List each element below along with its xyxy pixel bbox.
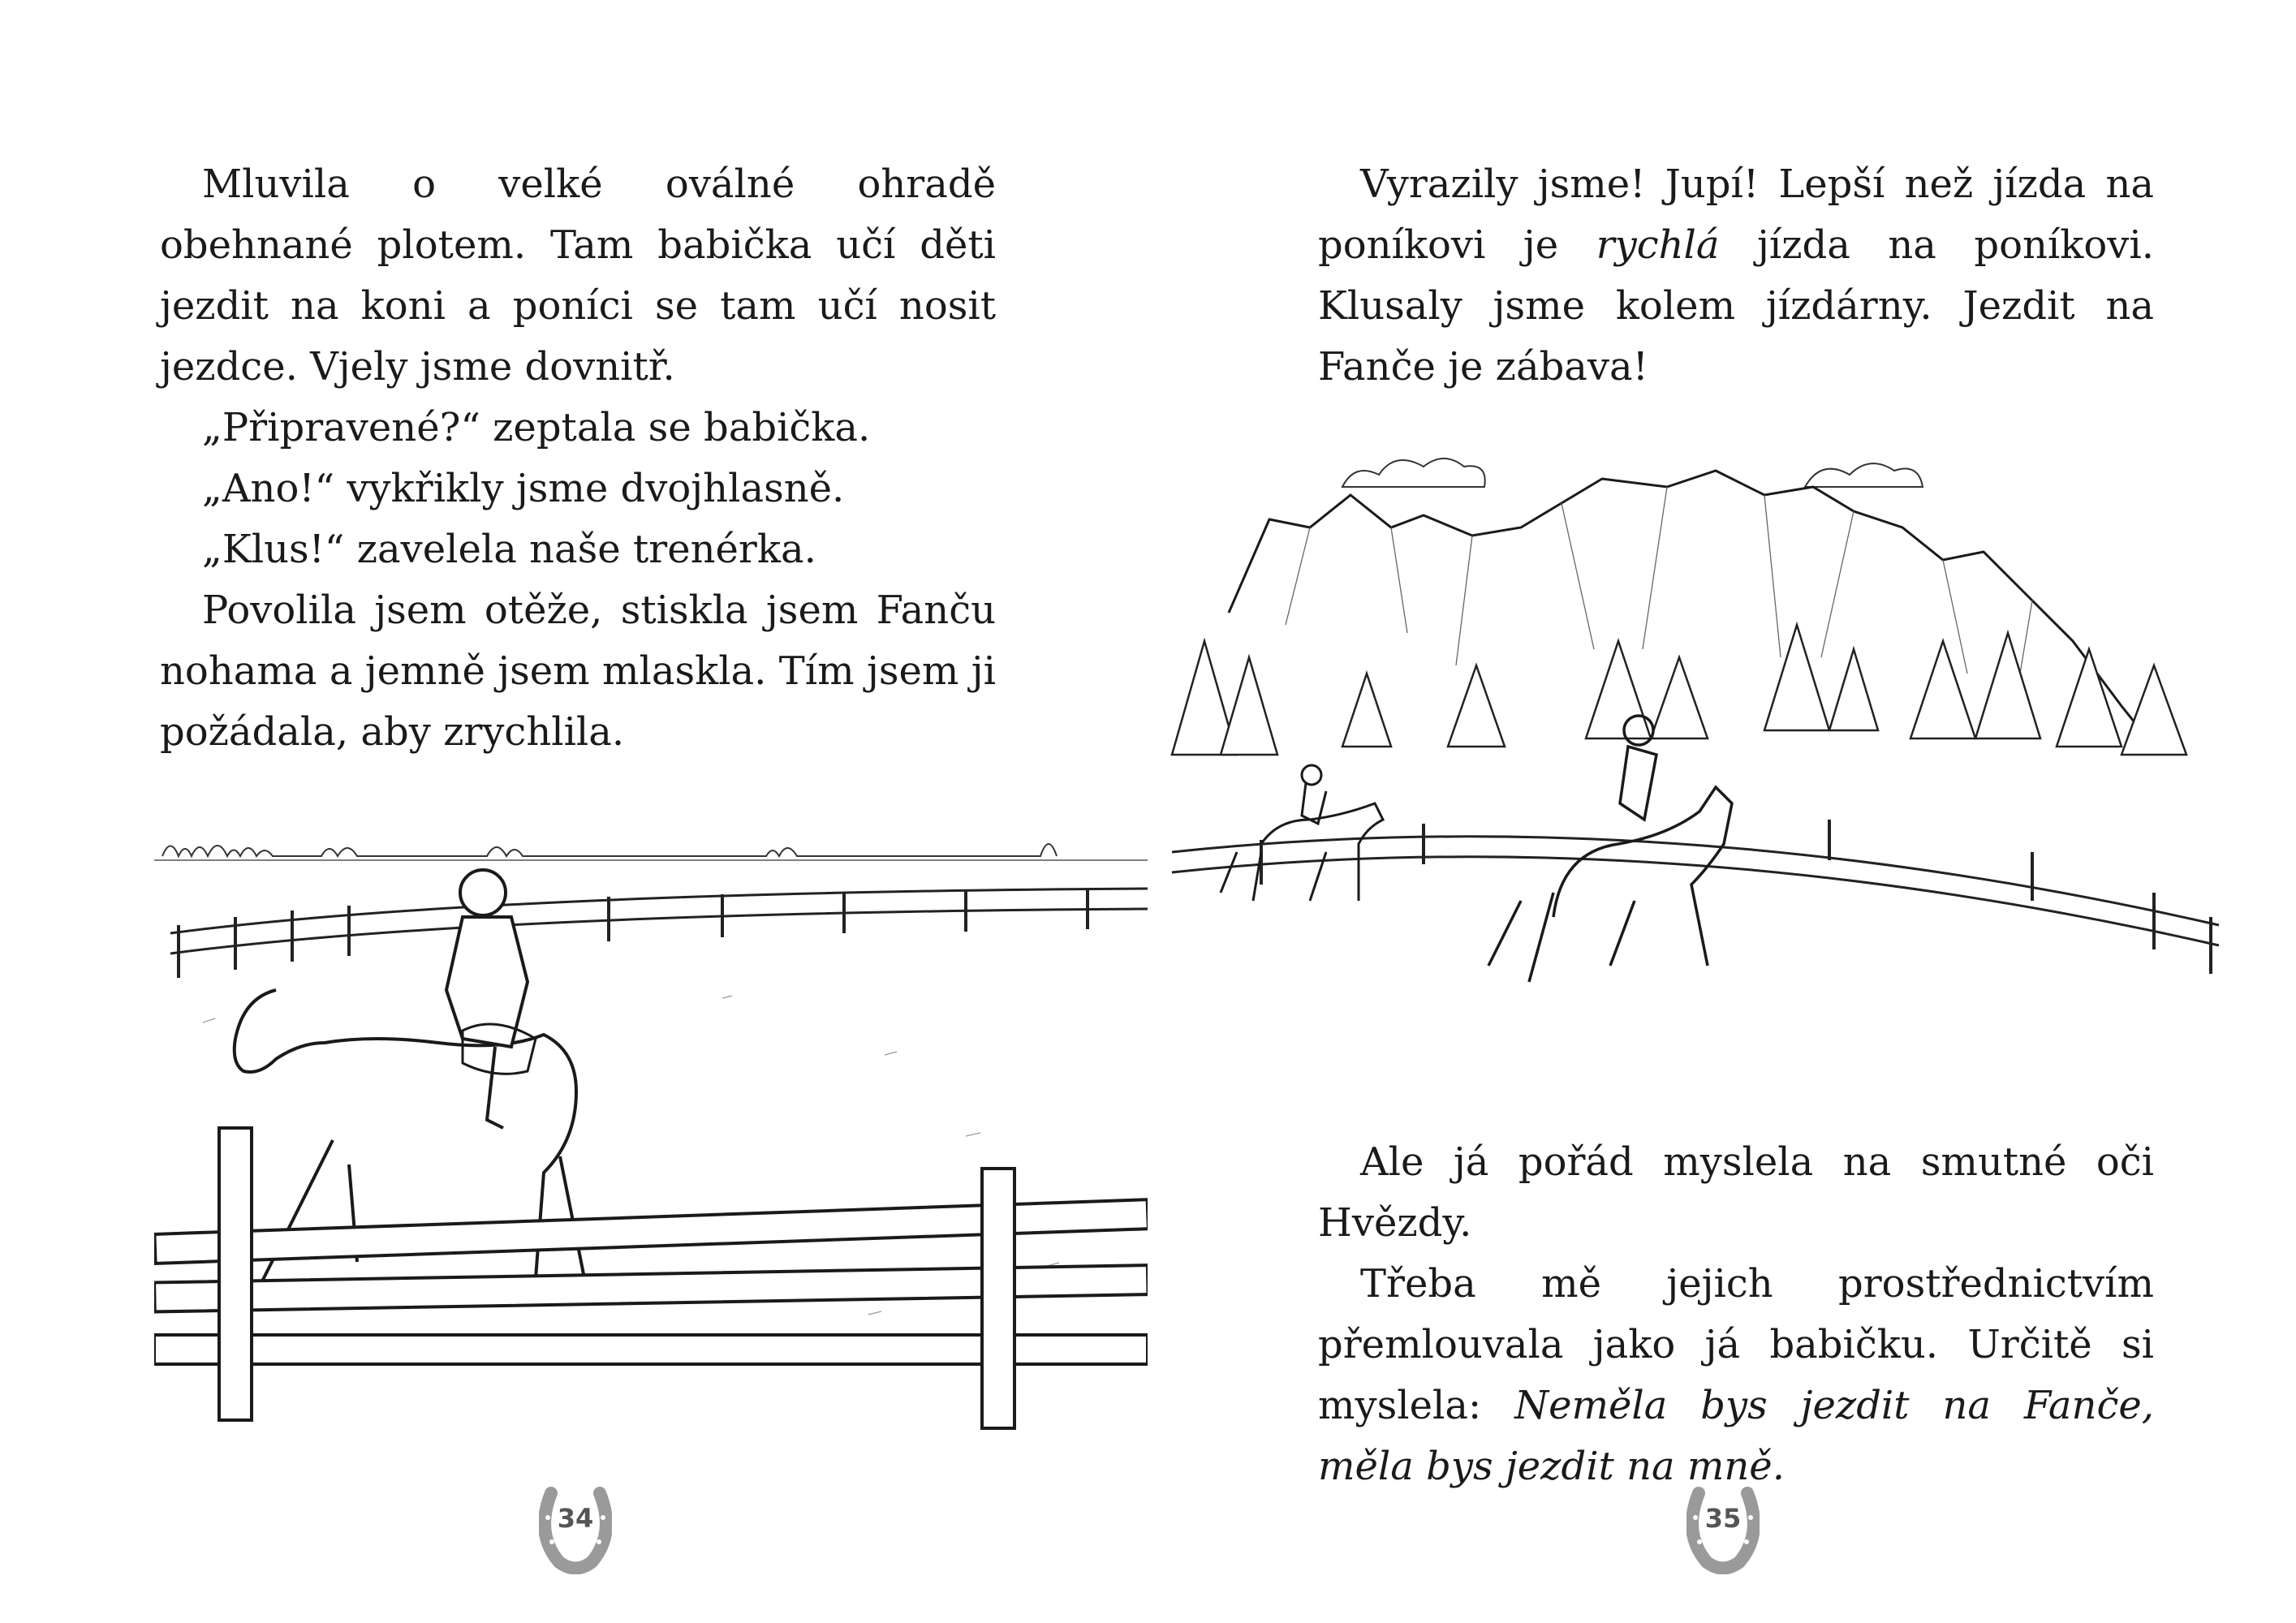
page-number-badge bbox=[539, 1485, 612, 1574]
right-page-top-text bbox=[1318, 154, 2154, 398]
paragraph-text: Třeba mě jejich prostřednictvím přemlouvala jako já babičku. Určitě si myslela: bbox=[1318, 1261, 2154, 1428]
paragraph: Mluvila o velké oválné ohradě obehnané plotem. Tam babička učí děti jezdit na koni a poníci se tam učí nosit jezdce. Vjely jsme dovnitř. bbox=[160, 161, 996, 390]
paragraph: „Klus!“ zavelela naše trenérka. bbox=[202, 527, 816, 572]
right-page bbox=[1148, 0, 2295, 1623]
arena-illustration-left bbox=[154, 812, 1148, 1444]
italic-word: rychlá bbox=[1596, 222, 1720, 268]
left-page-text bbox=[160, 154, 996, 763]
page-number: 35 bbox=[1704, 1503, 1742, 1534]
paragraph: „Připravené?“ zeptala se babička. bbox=[202, 405, 871, 450]
paragraph: „Ano!“ vykřikly jsme dvojhlasně. bbox=[202, 466, 845, 511]
paragraph-text: jízda na poníkovi. Klusaly jsme kolem jízdárny. Jezdit na Fanče je zábava! bbox=[1318, 222, 2154, 390]
italic-thought: Neměla bys jezdit na Fanče, měla bys jezdit na mně. bbox=[1318, 1383, 2155, 1489]
paragraph bbox=[1318, 1254, 2154, 1497]
page-number: 34 bbox=[557, 1503, 594, 1534]
paragraph: Ale já pořád myslela na smutné oči Hvězdy. bbox=[1318, 1139, 2154, 1246]
page-number-badge bbox=[1686, 1485, 1760, 1574]
right-page-bottom-text bbox=[1318, 1132, 2154, 1497]
paragraph-text: Vyrazily jsme! Jupí! Lepší než jízda na poníkovi je bbox=[1318, 161, 2154, 268]
arena-illustration-right bbox=[1099, 365, 2251, 1079]
paragraph bbox=[1318, 154, 2154, 398]
paragraph: Povolila jsem otěže, stiskla jsem Fanču nohama a jemně jsem mlaskla. Tím jsem ji požádala, aby zrychlila. bbox=[160, 588, 996, 755]
